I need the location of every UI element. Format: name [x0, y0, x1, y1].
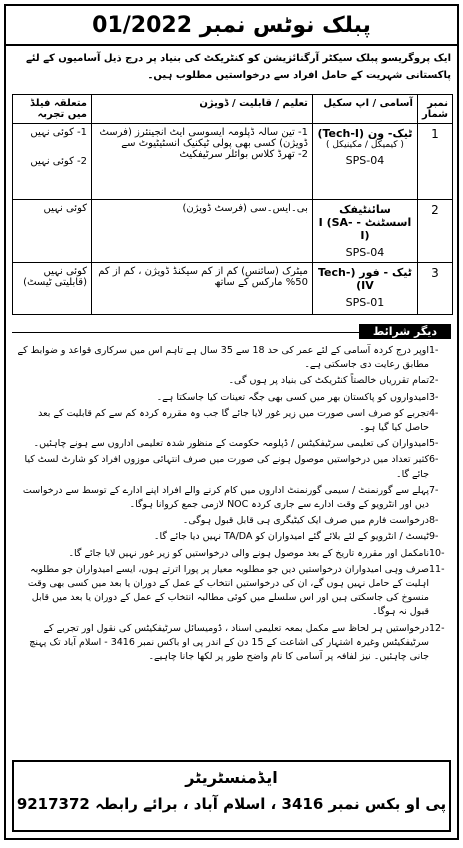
list-item — [12, 453, 451, 481]
condition-number: 9- — [429, 531, 439, 543]
list-item — [12, 622, 451, 665]
table-row — [13, 124, 453, 200]
row-qualification — [92, 263, 313, 315]
list-item — [12, 484, 451, 512]
condition-number: 1- — [429, 345, 439, 356]
row-post — [312, 263, 417, 315]
notice-title: پبلک نوٹس نمبر 01/2022 — [6, 6, 457, 46]
footer-administrator: ایڈمنسٹریٹر — [185, 768, 278, 787]
condition-text: تمام تقرریاں خالصتاً کنٹریکٹ کی بنیاد پر ہوں گی۔ — [228, 375, 429, 387]
experience-line: 1- کوئی نہیں — [30, 127, 87, 138]
condition-number: 10- — [429, 547, 445, 559]
condition-text: امیدواران کی تعلیمی سرٹیفکیٹس / ڈپلومہ حکومت کے منظور شدہ تعلیمی اداروں سے ہونے چاہئیں۔ — [33, 438, 429, 450]
notice-page — [4, 4, 459, 840]
conditions-list — [12, 344, 451, 666]
row-serial: 3 — [417, 263, 452, 315]
list-item — [12, 530, 451, 544]
row-experience — [13, 124, 92, 200]
conditions-title: دیگر شرائط — [359, 324, 451, 339]
list-item — [12, 344, 451, 372]
experience-line: (قابلیتی ٹیسٹ) — [23, 277, 87, 288]
experience-line: کوئی نہیں — [43, 266, 87, 277]
qualification-line: بی۔ایس۔سی (فرسٹ ڈویژن) — [182, 203, 308, 214]
row-experience — [13, 200, 92, 263]
row-qualification — [92, 200, 313, 263]
qualification-line: 1- تین سالہ ڈپلومہ ایسوسی ایٹ انجینئرز (فرسٹ ڈویژن) کسی بھی پولی ٹیکنیک انسٹیٹیوٹ سے — [99, 127, 308, 149]
post-scale: SPS-04 — [345, 246, 385, 259]
post-name: سائنٹیفک اسسٹنٹ - I (SA-I) — [318, 203, 412, 242]
condition-number: 3- — [429, 391, 439, 403]
row-serial: 2 — [417, 200, 452, 263]
row-post — [312, 200, 417, 263]
list-item — [12, 514, 451, 528]
condition-text: تجربے کو صرف اسی صورت میں زیر غور لایا جائے گا جب وہ مقررہ کردہ کم سے کم قابلیت کے بعد حاصل کیا گیا ہو۔ — [38, 407, 429, 434]
condition-number: 7- — [429, 484, 439, 496]
header-post: آسامی / اپ سکیل — [312, 95, 417, 124]
header-qualification: تعلیم / قابلیت / ڈویژن — [92, 95, 313, 124]
condition-text: ٹیسٹ / انٹرویو کے لئے بلائے گئے امیدواران کو TA/DA نہیں دیا جائے گا۔ — [153, 531, 429, 543]
post-name: ٹیک- ون (Tech-I) — [317, 127, 413, 140]
post-scale: SPS-01 — [345, 296, 385, 309]
post-subfield: ( کیمیکل / مکینیکل ) — [325, 140, 404, 150]
condition-text: اوپر درج کردہ آسامی کے لئے عمر کی حد 18 سے 35 سال ہے تاہم اس میں سرکاری قواعد و ضوابط کے مطابق رعایت دی جاسکتی ہے۔ — [17, 345, 429, 371]
footer-box — [12, 760, 451, 832]
experience-line: کوئی نہیں — [43, 203, 87, 214]
list-item — [12, 391, 451, 405]
post-name: ٹیک - فور (Tech-IV) — [318, 266, 412, 292]
condition-text: درخواستیں ہر لحاظ سے مکمل بمعہ تعلیمی اسناد ، ڈومیسائل سرٹیفکیٹس کی نقول اور تجربے کے سرٹیفکیٹس وغیرہ اشتہار کی اشاعت کے 15 دن کے اندر پی او باکس نمبر 3416 - اسلام آباد تک پہنچ جانی چاہئیں۔ نیز لفافہ پر آسامی کا نام واضح طور پر لکھا جانا چاہیے۔ — [29, 622, 429, 663]
intro-text: ایک پروگریسو پبلک سیکٹر آرگنائزیشن کو کنٹریکٹ کی بنیاد پر درج ذیل آسامیوں کے لئے پاکستانی شہریت کے حامل افراد سے درخواستیں مطلوب ہیں۔ — [25, 53, 451, 81]
list-item — [12, 437, 451, 451]
condition-number: 11- — [429, 563, 445, 575]
condition-text: درخواست فارم میں صرف ایک کیٹیگری ہی قابل قبول ہوگی۔ — [182, 515, 429, 527]
list-item — [12, 547, 451, 561]
condition-text: صرف وہی امیدواران درخواستیں دیں جو مطلوبہ معیار پر پورا اترتے ہوں، ایسے امیدواران جو مطلوبہ اہلیت کے حامل نہیں ہوں گے، ان کی درخواستیں انتخاب کے عمل کے دوران یا بعد میں کسی بھی وقت منسوخ کی جاسکتی ہیں اور اس سلسلے میں کوئی مطالبہ انتخاب کے عمل کے دوران یا بعد میں قابل قبول نہ ہوگا۔ — [27, 563, 429, 618]
conditions-header — [12, 324, 451, 340]
list-item — [12, 407, 451, 435]
condition-number: 2- — [429, 375, 439, 387]
table-row — [13, 263, 453, 315]
table-row — [13, 200, 453, 263]
condition-text: امیدواروں کو پاکستان بھر میں کسی بھی جگہ تعینات کیا جاسکتا ہے۔ — [156, 391, 429, 403]
condition-text: پہلے سے گورنمنٹ / سیمی گورنمنٹ اداروں میں کام کرنے والے افراد اپنے ادارے کے توسط سے درخواست دیں اور انٹرویو کے وقت ادارے سے جاری کردہ NOC لازمی جمع کروانا ہوگا۔ — [22, 484, 429, 511]
condition-text: نامکمل اور مقررہ تاریخ کے بعد موصول ہونے والی درخواستیں کو زیر غور نہیں لایا جائے گا۔ — [68, 547, 429, 559]
condition-number: 6- — [429, 454, 439, 466]
posts-table — [12, 94, 453, 315]
header-experience: متعلقہ فیلڈ میں تجربہ — [13, 95, 92, 124]
condition-number: 12- — [429, 622, 445, 634]
qualification-line: 2- تھرڈ کلاس بوائلر سرٹیفکیٹ — [179, 149, 308, 160]
condition-number: 8- — [429, 515, 439, 527]
condition-number: 5- — [429, 438, 439, 450]
row-post — [312, 124, 417, 200]
footer-address: پی او بکس نمبر 3416 ، اسلام آباد ، برائے رابطہ 9217372 — [16, 795, 447, 813]
experience-line: 2- کوئی نہیں — [30, 156, 87, 167]
table-header-row — [13, 95, 453, 124]
row-experience — [13, 263, 92, 315]
header-serial: نمبر شمار — [417, 95, 452, 124]
list-item — [12, 563, 451, 620]
condition-number: 4- — [429, 407, 439, 419]
row-qualification — [92, 124, 313, 200]
post-scale: SPS-04 — [345, 154, 385, 167]
list-item — [12, 374, 451, 388]
row-serial: 1 — [417, 124, 452, 200]
condition-text: کثیر تعداد میں درخواستیں موصول ہونے کی صورت میں صرف انتہائی موزوں افراد کو شارٹ لسٹ کیا جائے گا۔ — [24, 454, 429, 480]
qualification-line: میٹرک (سائنس) کم از کم سیکنڈ ڈویژن ، کم از کم 50% مارکس کے ساتھ — [98, 266, 308, 288]
